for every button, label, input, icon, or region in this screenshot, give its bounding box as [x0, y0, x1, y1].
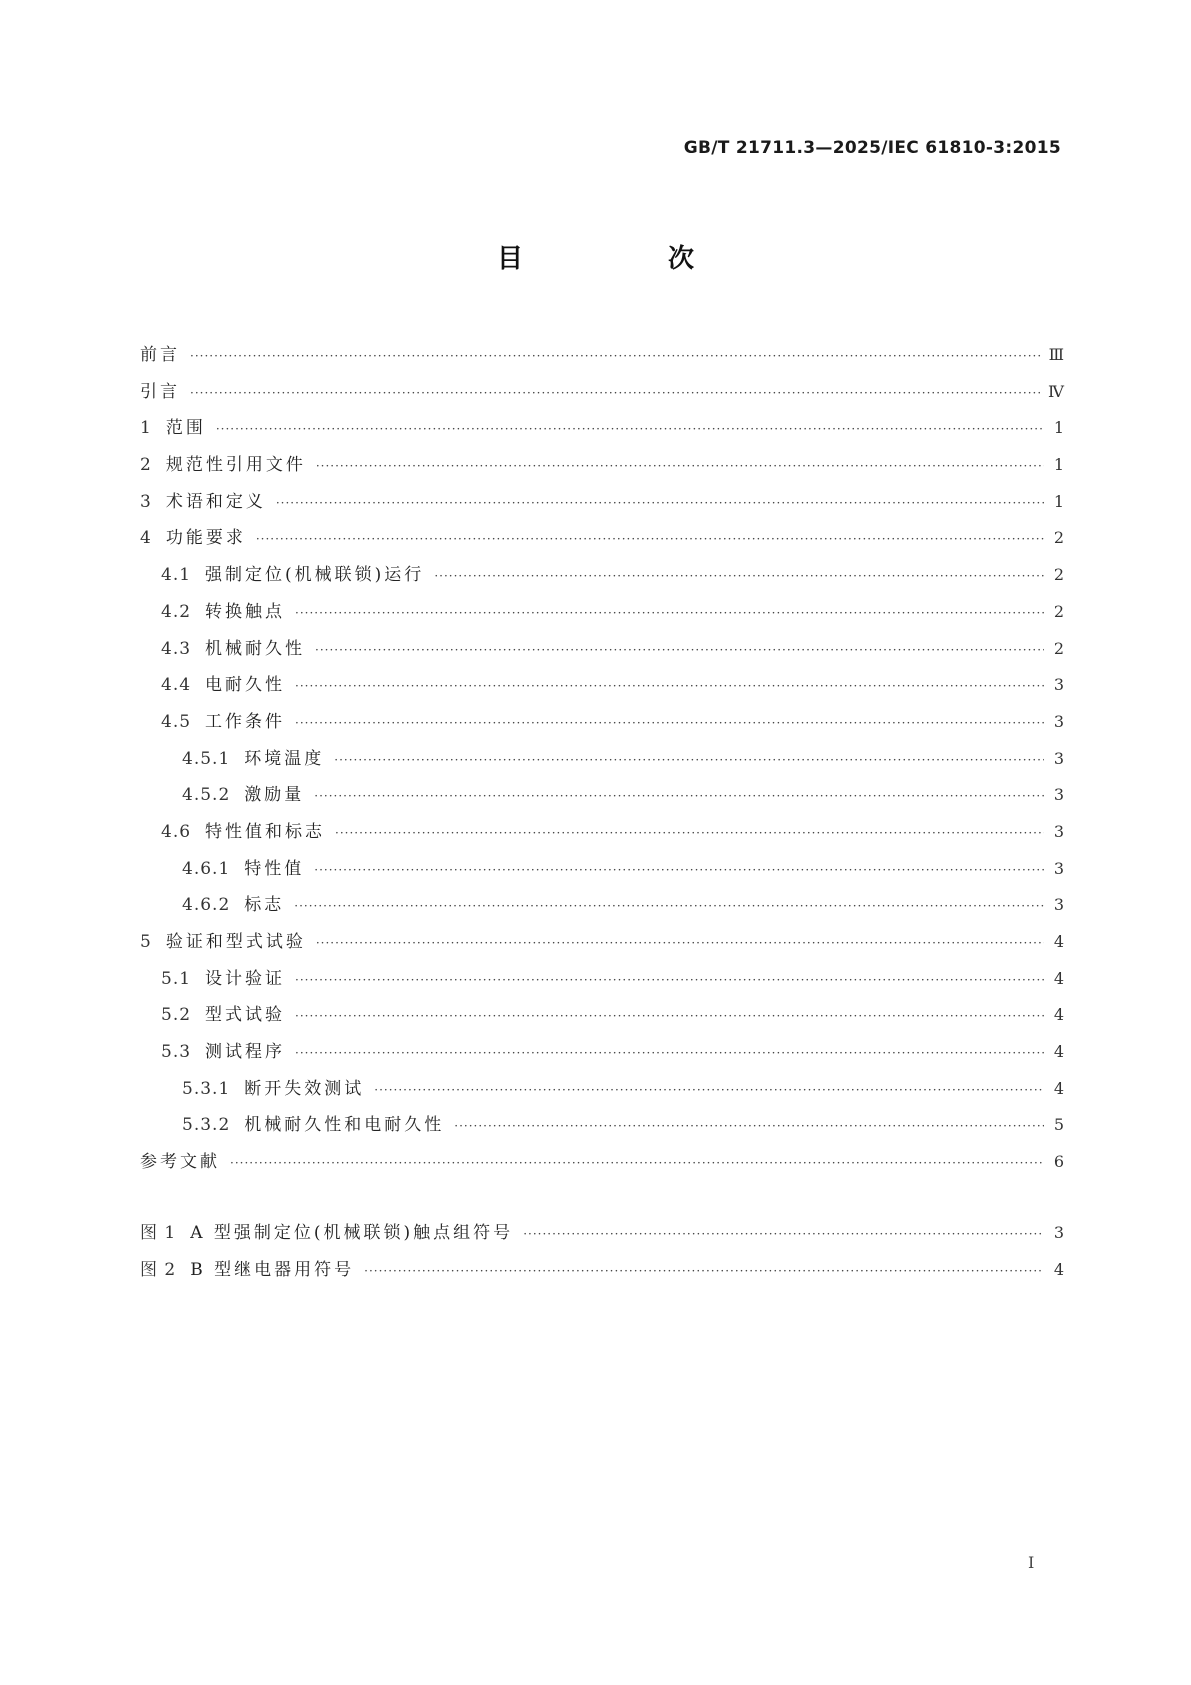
toc-entry-row[interactable]: [140, 1144, 1064, 1181]
toc-entry-page: 1: [1053, 491, 1064, 511]
toc-entry-row[interactable]: [140, 1034, 1064, 1071]
page-number: Ⅰ: [1028, 1553, 1035, 1572]
toc-entry-page: 3: [1053, 748, 1064, 768]
document-code: GB/T 21711.3—2025/IEC 61810-3:2015: [683, 138, 1061, 158]
page-title: 目 次: [496, 244, 763, 274]
toc-entry-number: 4: [140, 528, 152, 549]
toc-entry-row[interactable]: [140, 961, 1064, 998]
toc-entry-leader-dots: [295, 1035, 1044, 1072]
toc-entry-leader-dots: [190, 375, 1040, 412]
toc-entry-row[interactable]: [140, 741, 1064, 778]
toc-entry-number: 5: [140, 932, 152, 952]
toc-entry-title: 特性值: [244, 858, 305, 879]
toc-entry-row[interactable]: [140, 851, 1064, 888]
toc-entry-leader-dots: [315, 632, 1044, 669]
toc-entry-title: 断开失效测试: [244, 1078, 365, 1099]
toc-entry-row[interactable]: [140, 1107, 1064, 1144]
toc-entry-title: 激励量: [244, 785, 305, 806]
toc-entry-row[interactable]: [140, 337, 1064, 374]
figure-entry-page: 3: [1053, 1222, 1064, 1242]
toc-entry-page: 2: [1053, 601, 1064, 621]
toc-entry-title: 电耐久性: [205, 675, 286, 696]
toc-entry-title: 环境温度: [244, 748, 325, 769]
toc-entry-page: Ⅳ: [1048, 381, 1064, 401]
toc-entry-leader-dots: [295, 962, 1044, 999]
toc-entry-number: 4.6.1: [182, 858, 231, 879]
toc-entry-title: 验证和型式试验: [165, 932, 306, 952]
toc-entry-row[interactable]: [140, 594, 1064, 631]
toc-entry-leader-dots: [276, 485, 1044, 522]
toc-entry-leader-dots: [295, 998, 1044, 1035]
toc-entry-row[interactable]: [140, 667, 1064, 704]
toc-entry-leader-dots: [190, 338, 1041, 375]
toc-entry-leader-dots: [230, 1145, 1044, 1182]
toc-entry-page: 2: [1053, 638, 1064, 658]
toc-entry-title: 机械耐久性和电耐久性: [244, 1115, 445, 1136]
figure-entry-row[interactable]: [140, 1252, 1064, 1289]
toc-entry-title: 参考文献: [140, 1152, 220, 1173]
toc-entry-leader-dots: [295, 705, 1044, 742]
toc-entry-title: 型式试验: [205, 1005, 286, 1026]
toc-entry-row[interactable]: [140, 557, 1064, 594]
toc-entry-row[interactable]: [140, 1071, 1064, 1108]
toc-entry-page: 3: [1053, 785, 1064, 805]
toc-entry-number: 5.1: [161, 968, 192, 989]
toc-gap: [140, 1181, 1064, 1215]
toc-entry-leader-dots: [434, 558, 1044, 595]
toc-entry-row[interactable]: [140, 484, 1064, 521]
toc-entry-title: 测试程序: [205, 1042, 286, 1063]
toc-entry-leader-dots: [294, 888, 1044, 925]
toc-entry-number: 5.3: [161, 1042, 192, 1063]
figure-entry-title: A 型强制定位(机械联锁)触点组符号: [190, 1222, 514, 1243]
figure-entry-leader-dots: [364, 1253, 1044, 1290]
toc-entry-number: 5.3.2: [182, 1115, 231, 1136]
toc-entry-title: 规范性引用文件: [165, 455, 306, 476]
toc-entry-page: 4: [1053, 968, 1064, 988]
figure-list: [140, 1215, 1064, 1288]
figure-entry-number: 图 1: [140, 1222, 177, 1243]
toc-entry-number: 4.5.1: [182, 748, 231, 769]
toc-entry-row[interactable]: [140, 777, 1064, 814]
toc-entry-page: 3: [1053, 675, 1064, 695]
toc-entry-leader-dots: [334, 742, 1044, 779]
figure-entry-leader-dots: [523, 1216, 1044, 1253]
toc-entry-row[interactable]: [140, 631, 1064, 668]
toc-entry-page: 4: [1053, 1078, 1064, 1098]
toc-entry-page: 4: [1053, 932, 1064, 951]
toc-entry-title: 强制定位(机械联锁)运行: [205, 565, 425, 586]
figure-entry-title: B 型继电器用符号: [190, 1259, 355, 1280]
toc-entry-page: 1: [1053, 418, 1064, 438]
toc-entry-page: 4: [1053, 1005, 1064, 1025]
toc-entry-page: 3: [1053, 895, 1064, 915]
toc-entries: [140, 337, 1064, 1181]
toc-entry-number: 3: [140, 491, 152, 512]
figure-entry-page: 4: [1053, 1259, 1064, 1279]
figure-entry-number: 图 2: [140, 1259, 177, 1280]
toc-entry-row[interactable]: [140, 997, 1064, 1034]
toc-entry-row[interactable]: [140, 704, 1064, 741]
toc-entry-title: 工作条件: [205, 711, 286, 732]
toc-entry-page: 5: [1053, 1115, 1064, 1135]
toc-entry-title: 引言: [140, 381, 180, 402]
toc-entry-title: 术语和定义: [165, 491, 266, 512]
toc-entry-leader-dots: [374, 1072, 1044, 1109]
toc-entry-title: 标志: [244, 895, 285, 916]
toc-entry-page: 2: [1053, 565, 1064, 585]
toc-entry-page: 4: [1053, 1042, 1064, 1062]
toc-entry-number: 4.6.2: [182, 895, 231, 916]
toc-entry-number: 4.6: [161, 821, 192, 842]
toc-entry-title: 机械耐久性: [205, 638, 306, 659]
toc-entry-number: 4.2: [161, 601, 192, 622]
figure-entry-row[interactable]: [140, 1215, 1064, 1252]
toc-entry-row[interactable]: [140, 410, 1064, 447]
toc-entry-row[interactable]: [140, 520, 1064, 557]
toc-entry-number: 5.2: [161, 1005, 192, 1026]
table-of-contents: [140, 337, 1064, 1288]
toc-entry-title: 范围: [165, 418, 206, 439]
toc-entry-page: 3: [1053, 858, 1064, 878]
toc-entry-row[interactable]: [140, 447, 1064, 484]
toc-entry-row[interactable]: [140, 374, 1064, 411]
toc-entry-leader-dots: [256, 521, 1044, 558]
toc-entry-number: 4.5.2: [182, 785, 231, 806]
toc-entry-row[interactable]: [140, 887, 1064, 924]
toc-entry-page: 2: [1053, 528, 1064, 548]
toc-entry-number: 4.5: [161, 711, 192, 732]
toc-entry-page: Ⅲ: [1048, 345, 1064, 364]
toc-entry-title: 设计验证: [205, 968, 286, 989]
toc-entry-leader-dots: [295, 668, 1044, 705]
toc-entry-page: 3: [1053, 821, 1064, 841]
toc-entry-number: 1: [140, 418, 152, 439]
toc-entry-number: 5.3.1: [182, 1078, 231, 1099]
toc-entry-title: 前言: [140, 345, 180, 365]
toc-entry-title: 功能要求: [165, 528, 246, 549]
toc-entry-row[interactable]: [140, 924, 1064, 961]
toc-entry-title: 特性值和标志: [205, 821, 326, 842]
toc-entry-leader-dots: [314, 778, 1044, 815]
toc-entry-row[interactable]: [140, 814, 1064, 851]
toc-entry-leader-dots: [295, 595, 1044, 632]
toc-entry-leader-dots: [314, 852, 1044, 889]
toc-entry-number: 2: [140, 455, 152, 476]
toc-entry-page: 3: [1053, 711, 1064, 731]
toc-entry-leader-dots: [216, 411, 1044, 448]
toc-entry-leader-dots: [335, 815, 1044, 852]
toc-entry-leader-dots: [454, 1108, 1044, 1145]
toc-entry-number: 4.3: [161, 638, 192, 659]
toc-entry-leader-dots: [316, 448, 1044, 485]
toc-entry-page: 1: [1053, 455, 1064, 475]
toc-entry-number: 4.4: [161, 675, 192, 696]
toc-entry-page: 6: [1053, 1152, 1064, 1172]
toc-entry-leader-dots: [316, 925, 1044, 962]
toc-entry-number: 4.1: [161, 565, 192, 586]
toc-entry-title: 转换触点: [205, 601, 286, 622]
